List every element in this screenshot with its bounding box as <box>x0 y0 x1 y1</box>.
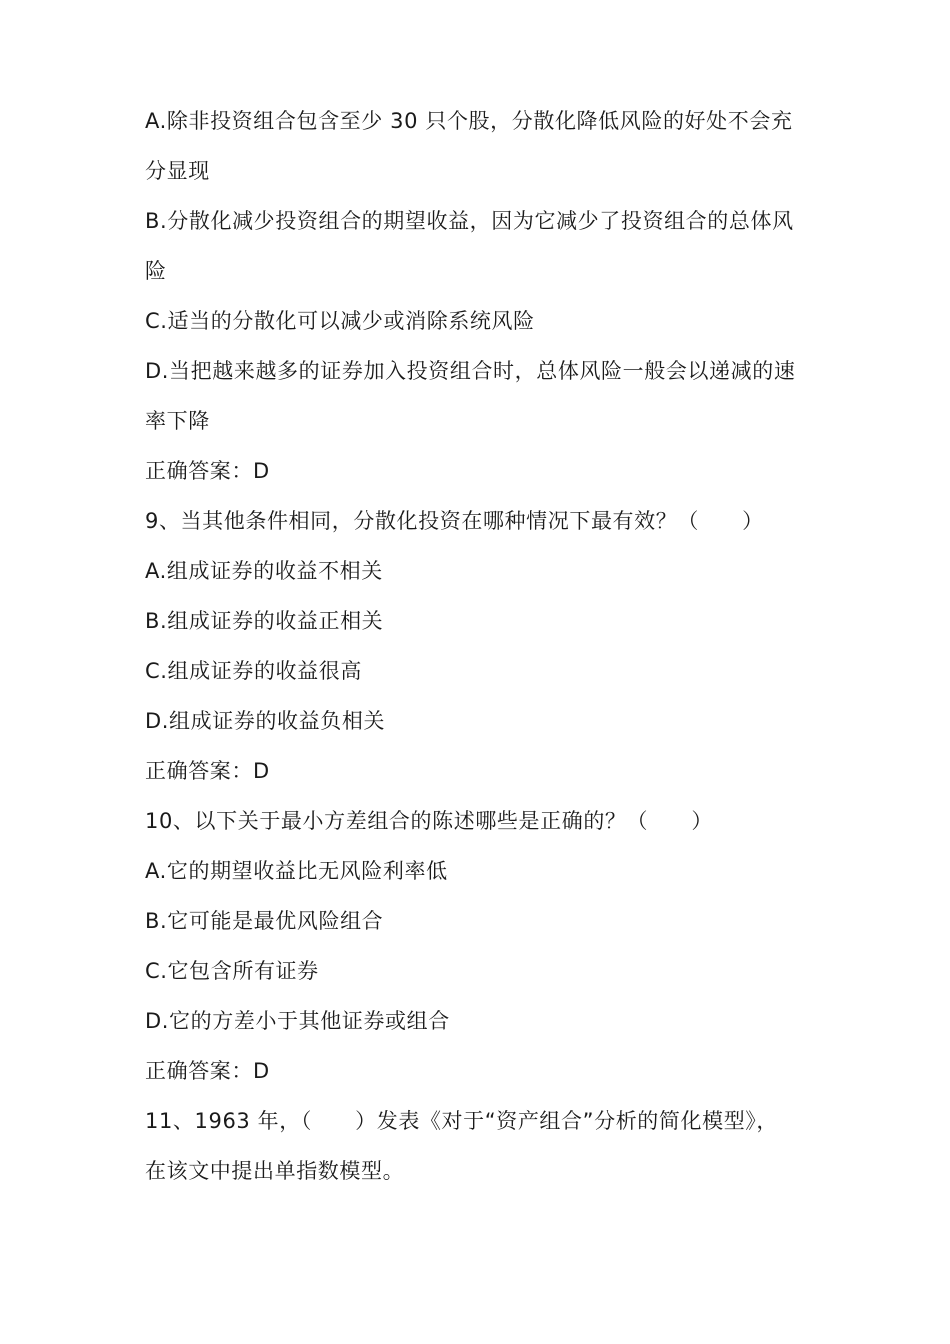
q11-question-line-2: 在该文中提出单指数模型。 <box>145 1159 405 1183</box>
q10-answer: 正确答案：D <box>145 1059 270 1083</box>
q9-option-b: B.组成证券的收益正相关 <box>145 609 384 633</box>
q8-option-a-line-2: 分显现 <box>145 159 210 183</box>
q10-option-d: D.它的方差小于其他证券或组合 <box>145 1009 450 1033</box>
document-body <box>145 96 810 1196</box>
q10-option-a: A.它的期望收益比无风险利率低 <box>145 859 448 883</box>
q8-option-c: C.适当的分散化可以减少或消除系统风险 <box>145 309 535 333</box>
q11-question-line-1: 11、1963 年，（ ）发表《对于“资产组合”分析的简化模型》， <box>145 1109 778 1133</box>
q9-option-d: D.组成证券的收益负相关 <box>145 709 386 733</box>
q8-answer: 正确答案：D <box>145 459 270 483</box>
q10-option-b: B.它可能是最优风险组合 <box>145 909 384 933</box>
q9-option-c: C.组成证券的收益很高 <box>145 659 362 683</box>
q10-option-c: C.它包含所有证券 <box>145 959 319 983</box>
q8-option-d-line-2: 率下降 <box>145 409 210 433</box>
q9-option-a: A.组成证券的收益不相关 <box>145 559 383 583</box>
q8-option-d-line-1: D.当把越来越多的证券加入投资组合时，总体风险一般会以递减的速 <box>145 359 796 383</box>
q8-option-b-line-2: 险 <box>145 259 167 283</box>
q8-option-b-line-1: B.分散化减少投资组合的期望收益，因为它减少了投资组合的总体风 <box>145 209 794 233</box>
q10-question: 10、以下关于最小方差组合的陈述哪些是正确的？（ ） <box>145 809 713 833</box>
q9-question: 9、当其他条件相同，分散化投资在哪种情况下最有效？（ ） <box>145 509 764 533</box>
q9-answer: 正确答案：D <box>145 759 270 783</box>
q8-option-a-line-1: A.除非投资组合包含至少 30 只个股，分散化降低风险的好处不会充 <box>145 109 793 133</box>
